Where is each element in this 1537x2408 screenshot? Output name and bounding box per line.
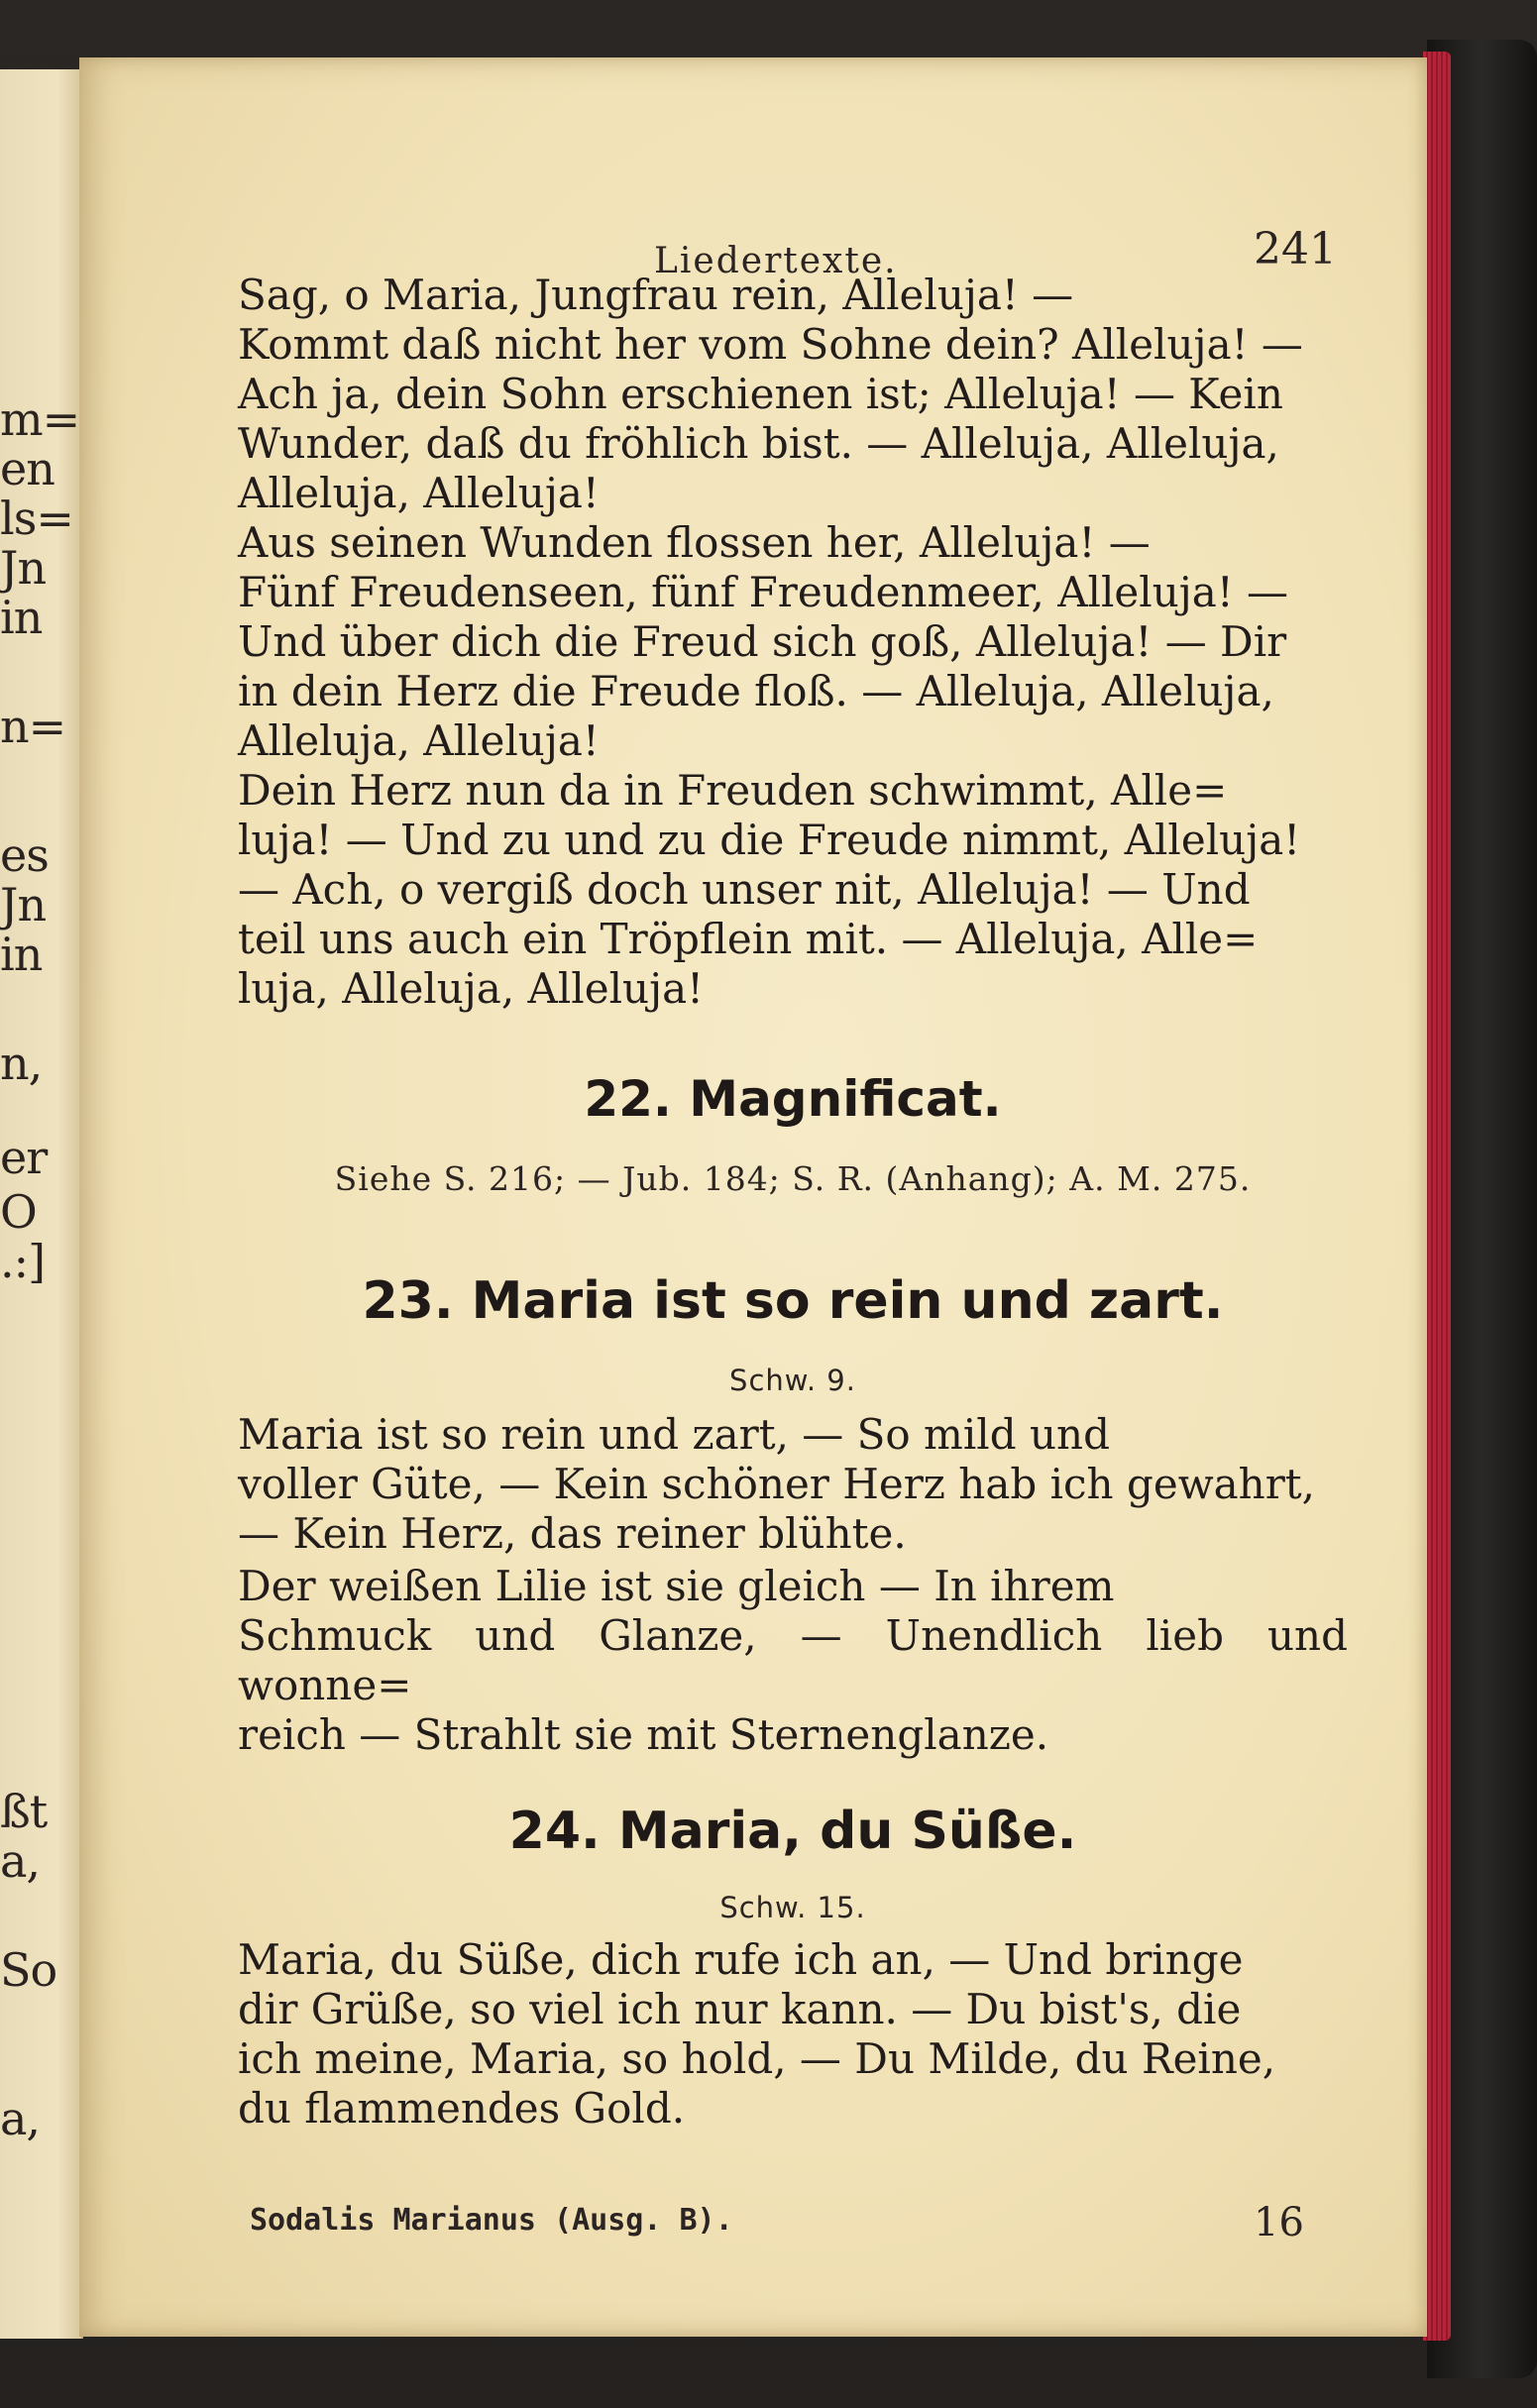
verse-line: Alleluja, Alleluja!	[238, 716, 600, 765]
verse-line: Aus seinen Wunden flossen her, Alleluja! —	[238, 518, 1151, 567]
verse-line: Dein Herz nun da in Freuden schwimmt, Alle=	[238, 766, 1228, 815]
prev-page-fragment: ßt	[0, 1785, 48, 1838]
verse-line: reich — Strahlt sie mit Sternenglanze.	[238, 1710, 1049, 1759]
verse-line: Fünf Freudenseen, fünf Freudenmeer, Alleluja! —	[238, 568, 1289, 616]
prev-page-fragment: Jn	[0, 541, 47, 595]
prev-page-fragment: er	[0, 1131, 48, 1184]
hymn-24-source: Schw. 15.	[719, 1891, 866, 1924]
verse-line: du flammendes Gold.	[238, 2084, 686, 2133]
prev-page-fragment: n=	[0, 700, 66, 753]
verse-line: Sag, o Maria, Jungfrau rein, Alleluja! —	[238, 271, 1074, 319]
prev-page-fragment: a,	[0, 1834, 41, 1888]
verse-line: ich meine, Maria, so hold, — Du Milde, du Reine,	[238, 2034, 1276, 2083]
verse-line: dir Grüße, so viel ich nur kann. — Du bist's, die	[238, 1985, 1242, 2033]
verse-line: Und über dich die Freud sich goß, Alleluja! — Dir	[238, 617, 1287, 666]
hymn-24-stanza-1	[238, 1935, 1348, 2134]
prev-page-fragment: .:]	[0, 1235, 46, 1288]
verse-line: in dein Herz die Freude floß. — Alleluja, Alleluja,	[238, 667, 1274, 715]
poem-21-stanza-3	[238, 766, 1348, 1014]
hymn-23-stanza-1	[238, 1410, 1348, 1559]
prev-page-fragment: n,	[0, 1037, 43, 1090]
page-number: 241	[1254, 224, 1337, 274]
hymn-23-title: 23. Maria ist so rein und zart.	[362, 1271, 1224, 1331]
hymn-24-title: 24. Maria, du Süße.	[508, 1802, 1077, 1861]
poem-21-stanza-2	[238, 518, 1348, 766]
verse-line: — Kein Herz, das reiner blühte.	[238, 1509, 907, 1558]
verse-line: teil uns auch ein Tröpflein mit. — Alleluja, Alle=	[238, 915, 1259, 963]
verse-line: voller Güte, — Kein schöner Herz hab ich gewahrt,	[238, 1460, 1316, 1508]
verse-line: luja! — Und zu und zu die Freude nimmt, Alleluja!	[238, 816, 1301, 864]
hymn-23-source: Schw. 9.	[729, 1364, 856, 1397]
verse-line: Maria ist so rein und zart, — So mild und	[238, 1410, 1110, 1459]
poem-21-stanza-1	[238, 271, 1348, 518]
prev-page-fragment: So	[0, 1943, 57, 1997]
prev-page-fragment: O	[0, 1185, 37, 1239]
verse-line: — Ach, o vergiß doch unser nit, Alleluja! — Und	[238, 865, 1251, 914]
prev-page-fragment: a,	[0, 2092, 41, 2145]
prev-page-fragment: in	[0, 928, 43, 981]
hymn-23-stanza-2	[238, 1562, 1348, 1760]
verse-line: Alleluja, Alleluja!	[238, 469, 600, 517]
previous-page-edge	[0, 69, 83, 2339]
footer-book-title: Sodalis Marianus (Ausg. B).	[250, 2203, 733, 2238]
hymn-22-reference: Siehe S. 216; — Jub. 184; S. R. (Anhang); A. M. 275.	[334, 1159, 1252, 1198]
prev-page-fragment: ls=	[0, 492, 73, 545]
prev-page-fragment: in	[0, 591, 43, 644]
prev-page-fragment: Jn	[0, 878, 47, 931]
running-head: Liedertexte.	[654, 241, 898, 281]
verse-line: Maria, du Süße, dich rufe ich an, — Und bringe	[238, 1935, 1244, 1984]
prev-page-fragment: en	[0, 442, 55, 495]
verse-line: Schmuck und Glanze, — Unendlich lieb und wonne=	[238, 1611, 1348, 1709]
verse-line: Wunder, daß du fröhlich bist. — Alleluja, Alleluja,	[238, 419, 1279, 468]
book-page	[79, 57, 1427, 2337]
red-page-edges	[1423, 52, 1451, 2341]
verse-line: Der weißen Lilie ist sie gleich — In ihrem	[238, 1562, 1115, 1610]
verse-line: Ach ja, dein Sohn erschienen ist; Alleluja! — Kein	[238, 370, 1283, 418]
verse-line: Kommt daß nicht her vom Sohne dein? Alleluja! —	[238, 320, 1303, 369]
verse-line: luja, Alleluja, Alleluja!	[238, 964, 705, 1013]
prev-page-fragment: m=	[0, 392, 80, 446]
footer-signature: 16	[1254, 2200, 1304, 2245]
prev-page-fragment: es	[0, 828, 49, 882]
hymn-22-title: 22. Magnificat.	[584, 1070, 1002, 1128]
